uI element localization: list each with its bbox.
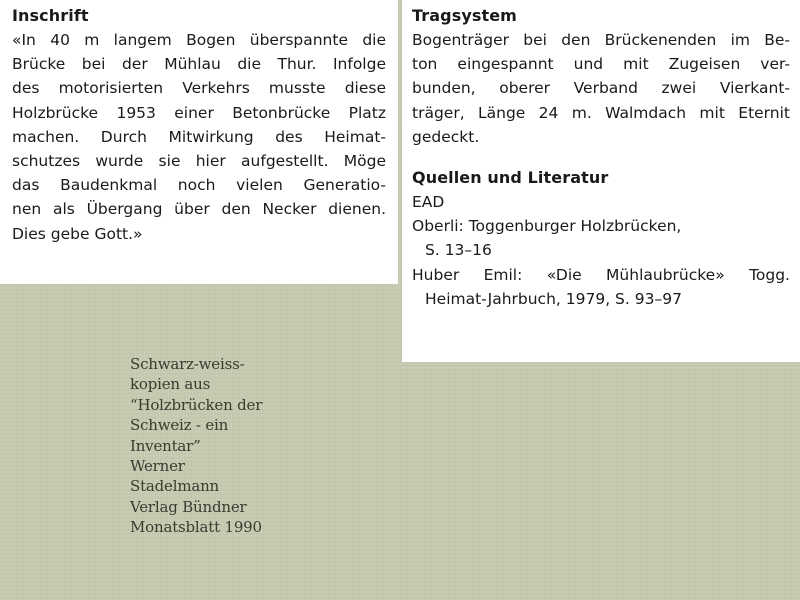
inscription-line: «In 40 m langem Bogen überspannte die: [12, 31, 386, 49]
structure-text: [412, 28, 790, 149]
literature-line: Oberli: Toggenburger Holzbrücken,: [412, 217, 682, 236]
credit-line: kopien aus: [130, 375, 211, 394]
inscription-text: [12, 28, 386, 246]
credit-line: Stadelmann: [130, 477, 220, 496]
literature-line: Huber Emil: «Die Mühlaubrücke» Togg.: [412, 265, 790, 284]
structure-panel: [402, 0, 800, 362]
inscription-line: des motorisierten Verkehrs musste diese: [12, 79, 386, 98]
inscription-line: machen. Durch Mitwirkung des Heimat-: [12, 127, 386, 146]
credit-line: Monatsblatt 1990: [130, 518, 262, 537]
credit-line: Schweiz - ein: [130, 416, 229, 435]
source-credit: [130, 354, 300, 538]
literature-line: S. 13–16: [425, 241, 492, 260]
inscription-line: schutzes wurde sie hier aufgestellt. Möge: [12, 152, 386, 171]
structure-line: bunden, oberer Verband zwei Vierkant-: [412, 79, 790, 98]
inscription-line: das Baudenkmal noch vielen Generatio-: [12, 176, 386, 195]
literature-line: Heimat-Jahrbuch, 1979, S. 93–97: [425, 289, 682, 308]
structure-line: gedeckt.: [412, 127, 480, 146]
structure-heading: Tragsystem: [412, 6, 517, 25]
inscription-line: nen als Übergang über den Necker dienen.: [12, 200, 386, 219]
structure-line: Bogenträger bei den Brückenenden im Be-: [412, 31, 790, 49]
credit-line: Verlag Bündner: [130, 497, 247, 516]
credit-line: Werner: [130, 457, 185, 476]
inscription-panel: [0, 0, 398, 284]
credit-line: Schwarz-weiss-: [130, 355, 245, 373]
credit-line: Inventar”: [130, 436, 201, 455]
structure-line: träger, Länge 24 m. Walmdach mit Eternit: [412, 103, 790, 122]
literature-heading: Quellen und Literatur: [412, 168, 609, 188]
inscription-line: Brücke bei der Mühlau die Thur. Infolge: [12, 55, 386, 74]
credit-line: “Holzbrücken der: [130, 395, 263, 414]
literature-list: [412, 190, 790, 311]
inscription-line: Dies gebe Gott.»: [12, 224, 143, 243]
inscription-heading: Inschrift: [12, 6, 89, 25]
inscription-line: Holzbrücke 1953 einer Betonbrücke Platz: [12, 103, 386, 122]
literature-line: EAD: [412, 193, 445, 212]
structure-line: ton eingespannt und mit Zugeisen ver-: [412, 55, 790, 74]
